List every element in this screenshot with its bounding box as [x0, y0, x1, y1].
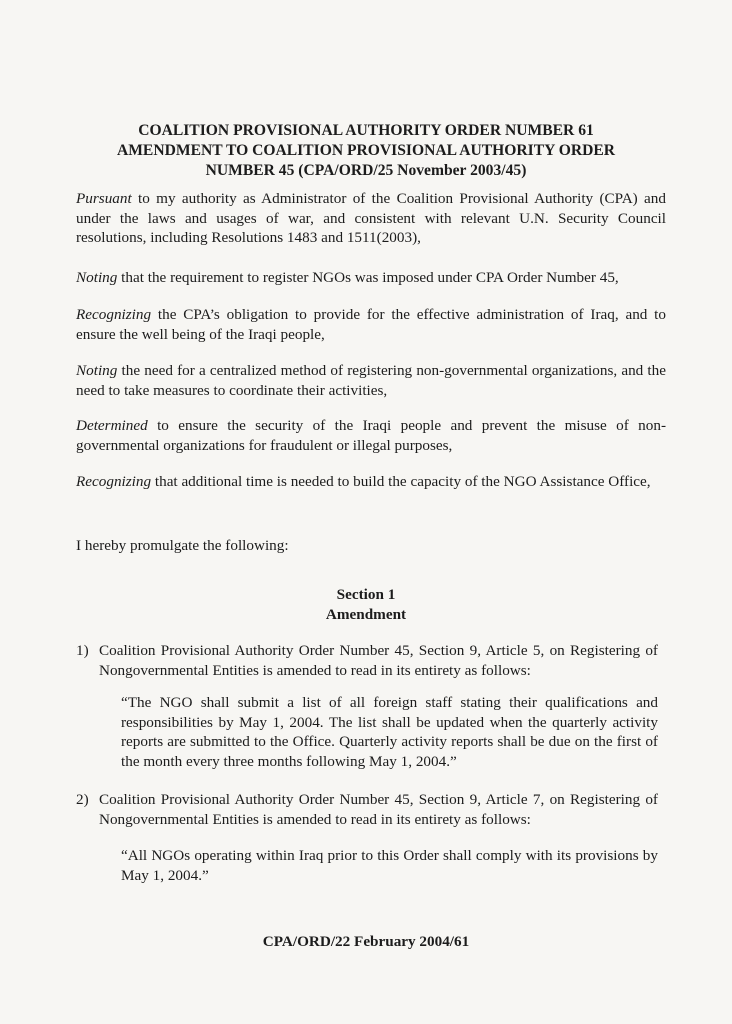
- preamble-noting-2: [76, 361, 666, 400]
- preamble-text: to ensure the security of the Iraqi people and prevent the misuse of non-governmental organizations for fraudulent or illegal purposes,: [76, 417, 666, 454]
- section-heading: [76, 585, 656, 625]
- preamble-lead: Recognizing: [76, 306, 152, 323]
- document-title: [76, 121, 656, 181]
- promulgation-statement: I hereby promulgate the following:: [76, 537, 289, 554]
- preamble-text: to my authority as Administrator of the Coalition Provisional Authority (CPA) and under the laws and usages of war, and consistent with relevant U.N. Security Council resolutions, including Resolutions 1483 and 1511(2003),: [76, 190, 666, 246]
- item-number: 1): [76, 642, 89, 659]
- preamble-pursuant: [76, 189, 666, 248]
- preamble-text: that the requirement to register NGOs was imposed under CPA Order Number 45,: [117, 269, 619, 286]
- item-text: Coalition Provisional Authority Order Number 45, Section 9, Article 7, on Registering of Nongovernmental Entities is amended to read in its entirety as follows:: [99, 791, 658, 828]
- preamble-text: the CPA’s obligation to provide for the effective administration of Iraq, and to ensure the well being of the Iraqi people,: [76, 306, 666, 343]
- preamble-lead: Determined: [76, 417, 148, 434]
- preamble-recognizing-1: [76, 305, 666, 344]
- list-item: [76, 641, 658, 680]
- title-line-1: COALITION PROVISIONAL AUTHORITY ORDER NUMBER 61: [138, 122, 594, 139]
- item-quote: “All NGOs operating within Iraq prior to this Order shall comply with its provisions by May 1, 2004.”: [121, 847, 658, 884]
- title-line-2: AMENDMENT TO COALITION PROVISIONAL AUTHORITY ORDER: [116, 142, 616, 159]
- item-quote: “The NGO shall submit a list of all foreign staff stating their qualifications and responsibilities by May 1, 2004. The list shall be updated when the quarterly activity reports are submitted to the Office. Quarterly activity reports shall be due on the first of the month every three months following May 1, 2004.”: [121, 694, 658, 770]
- list-item: [76, 790, 658, 829]
- preamble-lead: Noting: [76, 269, 118, 286]
- preamble-lead: Recognizing: [76, 473, 152, 490]
- section-name: Amendment: [325, 606, 407, 623]
- section-number: Section 1: [336, 586, 396, 603]
- document-footer-reference: CPA/ORD/22 February 2004/61: [262, 933, 470, 950]
- title-line-3: NUMBER 45 (CPA/ORD/25 November 2003/45): [205, 162, 527, 179]
- preamble-text: the need for a centralized method of registering non-governmental organizations, and the need to take measures to coordinate their activities,: [76, 362, 666, 399]
- preamble-text: that additional time is needed to build the capacity of the NGO Assistance Office,: [151, 473, 651, 490]
- item-number: 2): [76, 791, 89, 808]
- preamble-determined: [76, 416, 666, 455]
- preamble-noting-1: [76, 268, 666, 288]
- preamble-lead: Noting: [76, 362, 118, 379]
- item-text: Coalition Provisional Authority Order Number 45, Section 9, Article 5, on Registering of Nongovernmental Entities is amended to read in its entirety as follows:: [99, 642, 658, 679]
- preamble-recognizing-2: [76, 472, 666, 492]
- preamble-lead: Pursuant: [76, 190, 132, 207]
